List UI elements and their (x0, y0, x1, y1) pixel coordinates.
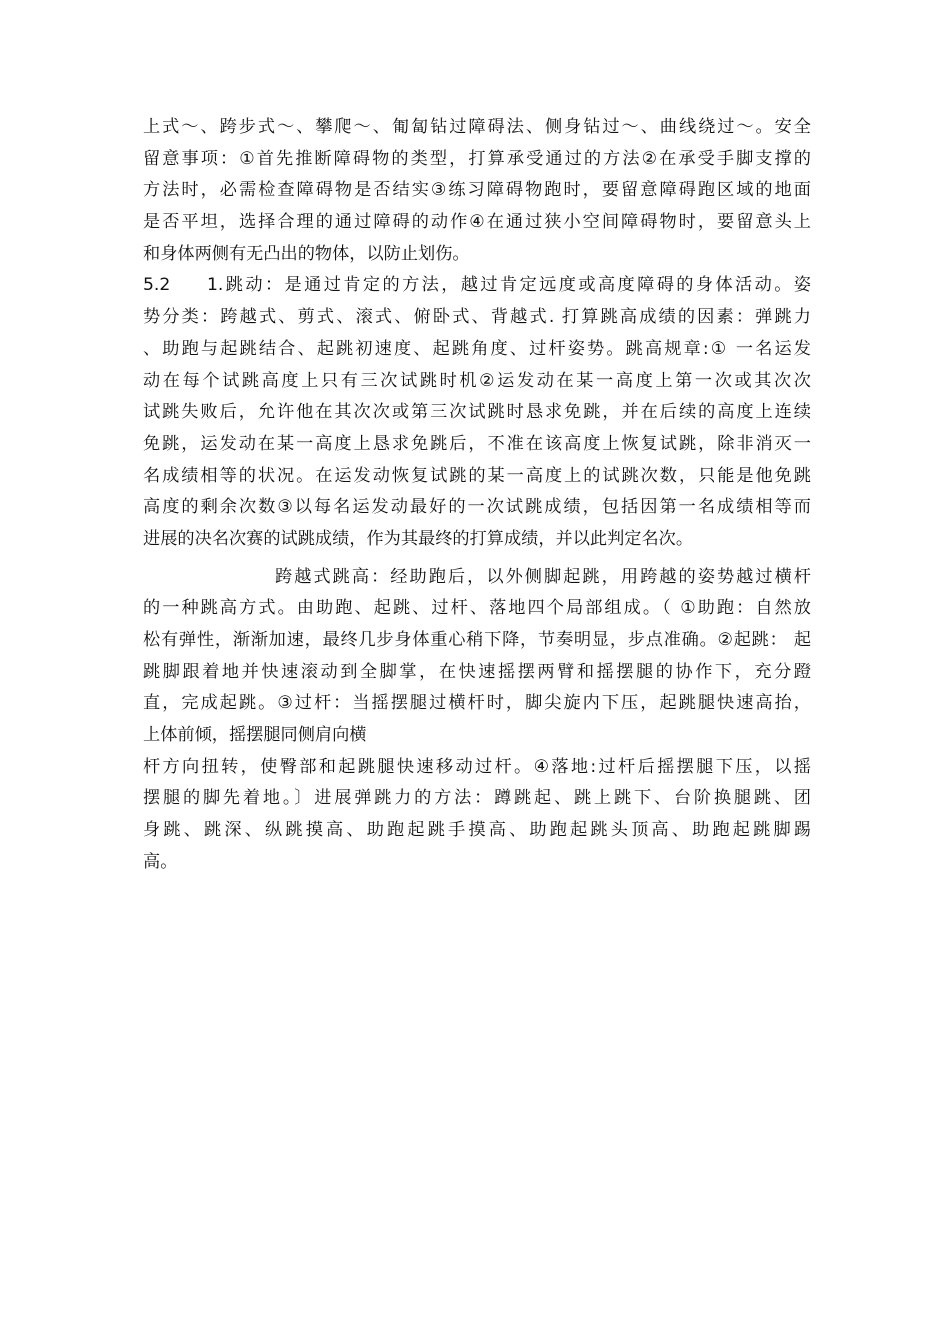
document-body (143, 112, 811, 879)
text-line: 摆腿的脚先着地。〕进展弹跳力的方法：蹲跳起、跳上跳下、台阶换腿跳、团 (143, 788, 811, 809)
text-line: 名成绩相等的状况。在运发动恢复试跳的某一高度上的试跳次数，只能是他免跳 (143, 465, 811, 486)
paragraph-straddle-high-jump (143, 562, 811, 752)
text-line-content: 1.跳动：是通过肯定的方法，越过肯定远度或高度障碍的身体活动。姿 (207, 275, 811, 296)
text-line: 是否平坦，选择合理的通过障碍的动作④在通过狭小空间障碍物时，要留意头上 (143, 212, 811, 233)
text-line: 身跳、跳深、纵跳摸高、助跑起跳手摸高、助跑起跳头顶高、助跑起跳脚踢 (143, 820, 811, 841)
text-line: 势分类：跨越式、剪式、滚式、俯卧式、背越式. 打算跳高成绩的因素：弹跳力 (143, 307, 811, 328)
text-line: 和身体两侧有无凸出的物体，以防止划伤。 (143, 243, 470, 264)
text-line: 进展的决名次赛的试跳成绩，作为其最终的打算成绩，并以此判定名次。 (143, 528, 694, 549)
paragraph-section-5-2 (143, 270, 811, 555)
text-line (143, 270, 811, 302)
text-line: 上体前倾，摇摆腿同侧肩向横 (143, 725, 367, 746)
text-line: 跨越式跳高：经助跑后，以外侧脚起跳，用跨越的姿势越过横杆 (275, 566, 811, 587)
text-line: 试跳失败后，允许他在其次次或第三次试跳时恳求免跳，并在后续的高度上连续 (143, 402, 811, 423)
text-line: 高度的剩余次数③以每名运发动最好的一次试跳成绩，包括因第一名成绩相等而 (143, 497, 811, 518)
text-line: 高。 (143, 851, 178, 872)
text-line: 动在每个试跳高度上只有三次试跳时机②运发动在某一高度上第一次或其次次 (143, 370, 811, 391)
text-line: 杆方向扭转，使臀部和起跳腿快速移动过杆。④落地:过杆后摇摆腿下压，以摇 (143, 756, 811, 777)
text-line: 跳脚跟着地并快速滚动到全脚掌，在快速摇摆两臂和摇摆腿的协作下，充分蹬 (143, 661, 811, 682)
text-line: 免跳，运发动在某一高度上恳求免跳后，不准在该高度上恢复试跳，除非消灭一 (143, 433, 811, 454)
text-line: 松有弹性，渐渐加速，最终几步身体重心稍下降，节奏明显，步点准确。②起跳： 起 (143, 630, 811, 650)
paragraph-jumping-power (143, 752, 811, 879)
paragraph-obstacle-safety (143, 112, 811, 270)
text-line: 留意事项：①首先推断障碍物的类型，打算承受通过的方法②在承受手脚支撑的 (143, 148, 811, 169)
section-number: 5.2 (143, 275, 171, 296)
text-line: 、助跑与起跳结合、起跳初速度、起跳角度、过杆姿势。跳高规章:① 一名运发 (143, 338, 811, 359)
text-line: 方法时，必需检查障碍物是否结实③练习障碍物跑时，要留意障碍跑区域的地面 (143, 180, 811, 201)
text-line: 直，完成起跳。③过杆：当摇摆腿过横杆时，脚尖旋内下压，起跳腿快速高抬， (143, 693, 811, 714)
text-line: 上式～、跨步式～、攀爬～、匍匐钻过障碍法、侧身钻过～、曲线绕过～。安全 (143, 117, 811, 137)
text-line: 的一种跳高方式。由助跑、起跳、过杆、落地四个局部组成。（ ①助跑：自然放 (143, 598, 811, 619)
